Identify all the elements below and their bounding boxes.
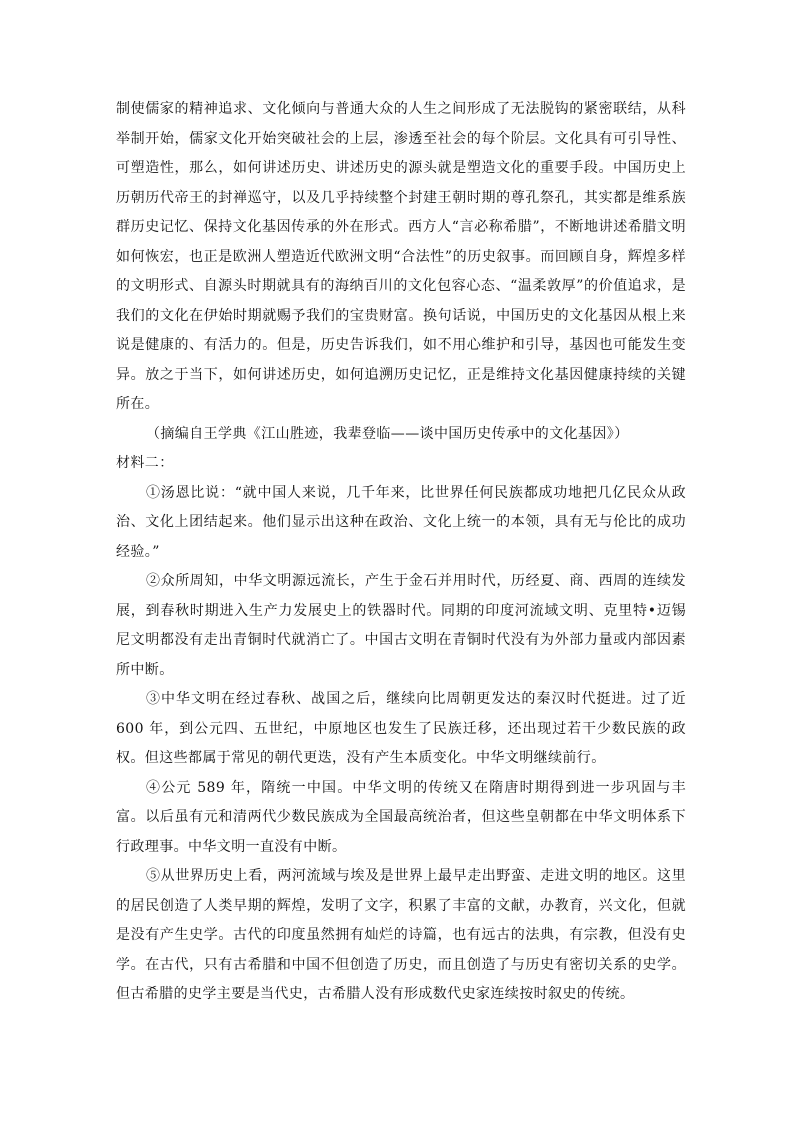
list-item-4: ④公元 589 年，隋统一中国。中华文明的传统又在隋唐时期得到进一步巩固与丰富。以后虽有元和清两代少数民族成为全国最高统治者，但这些皇朝都在中华文明体系下行政理事。中华文明一直没有中断。 — [116, 779, 686, 855]
material-two-heading: 材料二： — [116, 455, 174, 471]
document-page — [116, 95, 686, 1010]
body-paragraph: 制使儒家的精神追求、文化倾向与普通大众的人生之间形成了无法脱钩的紧密联结，从科举制开始，儒家文化开始突破社会的上层，渗透至社会的每个阶层。文化具有可引导性、可塑造性，那么，如何讲述历史、讲述历史的源头就是塑造文化的重要手段。中国历史上历朝历代帝王的封禅巡守，以及几乎持续整个封建王朝时期的尊孔祭孔，其实都是维系族群历史记忆、保持文化基因传承的外在形式。西方人“言必称希腊”，不断地讲述希腊文明如何恢宏，也正是欧洲人塑造近代欧洲文明“合法性”的历史叙事。而回顾自身，辉煌多样的文明形式、自源头时期就具有的海纳百川的文化包容心态、“温柔敦厚”的价值追求，是我们的文化在伊始时期就赐予我们的宝贵财富。换句话说，中国历史的文化基因从根上来说是健康的、有活力的。但是，历史告诉我们，如不用心维护和引导，基因也可能发生变异。放之于当下，如何讲述历史，如何追溯历史记忆，正是维持文化基因健康持续的关键所在。 — [116, 101, 686, 412]
list-item-5: ⑤从世界历史上看，两河流域与埃及是世界上最早走出野蛮、走进文明的地区。这里的居民创造了人类早期的辉煌，发明了文字，积累了丰富的文献，办教育，兴文化，但就是没有产生史学。古代的印度虽然拥有灿烂的诗篇，也有远古的法典，有宗教，但没有史学。在古代，只有古希腊和中国不但创造了历史，而且创造了与历史有密切关系的史学。但古希腊的史学主要是当代史，古希腊人没有形成数代史家连续按时叙史的传统。 — [116, 868, 686, 1002]
list-item-3: ③中华文明在经过春秋、战国之后，继续向比周朝更发达的秦汉时代挺进。过了近 600 年，到公元四、五世纪，中原地区也发生了民族迁移，还出现过若干少数民族的政权。但这些都属于常见的朝代更迭，没有产生本质变化。中华文明继续前行。 — [116, 691, 686, 766]
source-citation: （摘编自王学典《江山胜迹，我辈登临——谈中国历史传承中的文化基因》） — [146, 425, 629, 442]
list-item-1: ①汤恩比说：“就中国人来说，几千年来，比世界任何民族都成功地把几亿民众从政治、文化上团结起来。他们显示出这种在政治、文化上统一的本领，具有无与伦比的成功经验。” — [116, 484, 686, 560]
list-item-2: ②众所周知，中华文明源远流长，产生于金石并用时代，历经夏、商、西周的连续发展，到春秋时期进入生产力发展史上的铁器时代。同期的印度河流域文明、克里特•迈锡尼文明都没有走出青铜时代就消亡了。中国古文明在青铜时代没有为外部力量或内部因素所中断。 — [116, 573, 686, 678]
